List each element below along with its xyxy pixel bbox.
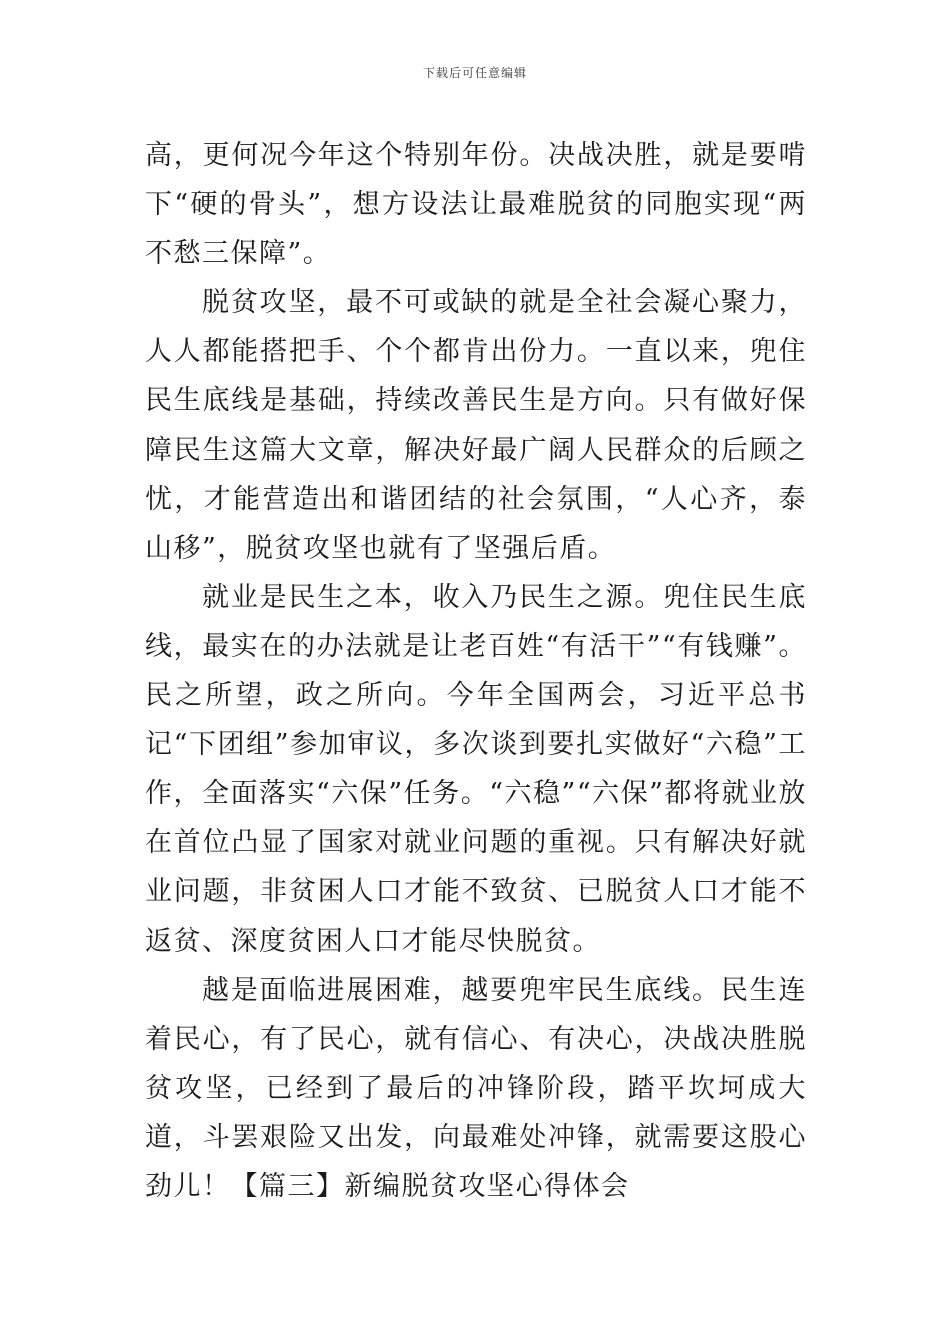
document-body <box>145 131 807 1211</box>
paragraph-2: 脱贫攻坚，最不可或缺的就是全社会凝心聚力，人人都能搭把手、个个都肯出份力。一直以来，兜住民生底线是基础，持续改善民生是方向。只有做好保障民生这篇大文章，解决好最广阔人民群众的后顾之忧，才能营造出和谐团结的社会氛围，“人心齐，泰山移”，脱贫攻坚也就有了坚强后盾。 <box>145 287 807 564</box>
page-header: 下载后可任意编辑 <box>422 66 527 80</box>
paragraph-3: 就业是民生之本，收入乃民生之源。兜住民生底线，最实在的办法就是让老百姓“有活干”“有钱赚”。民之所望，政之所向。今年全国两会，习近平总书记“下团组”参加审议，多次谈到要扎实做好“六稳”工作，全面落实“六保”任务。“六稳”“六保”都将就业放在首位凸显了国家对就业问题的重视。只有解决好就业问题，非贫困人口才能不致贫、已脱贫人口才能不返贫、深度贫困人口才能尽快脱贫。 <box>145 581 807 957</box>
paragraph-1: 高，更何况今年这个特别年份。决战决胜，就是要啃下“硬的骨头”，想方设法让最难脱贫的同胞实现“两不愁三保障”。 <box>145 140 807 270</box>
paragraph-4: 越是面临进展困难，越要兜牢民生底线。民生连着民心，有了民心，就有信心、有决心，决战决胜脱贫攻坚，已经到了最后的冲锋阶段，踏平坎坷成大道，斗罢艰险又出发，向最难处冲锋，就需要这股心劲儿！【篇三】新编脱贫攻坚心得体会 <box>145 974 807 1202</box>
